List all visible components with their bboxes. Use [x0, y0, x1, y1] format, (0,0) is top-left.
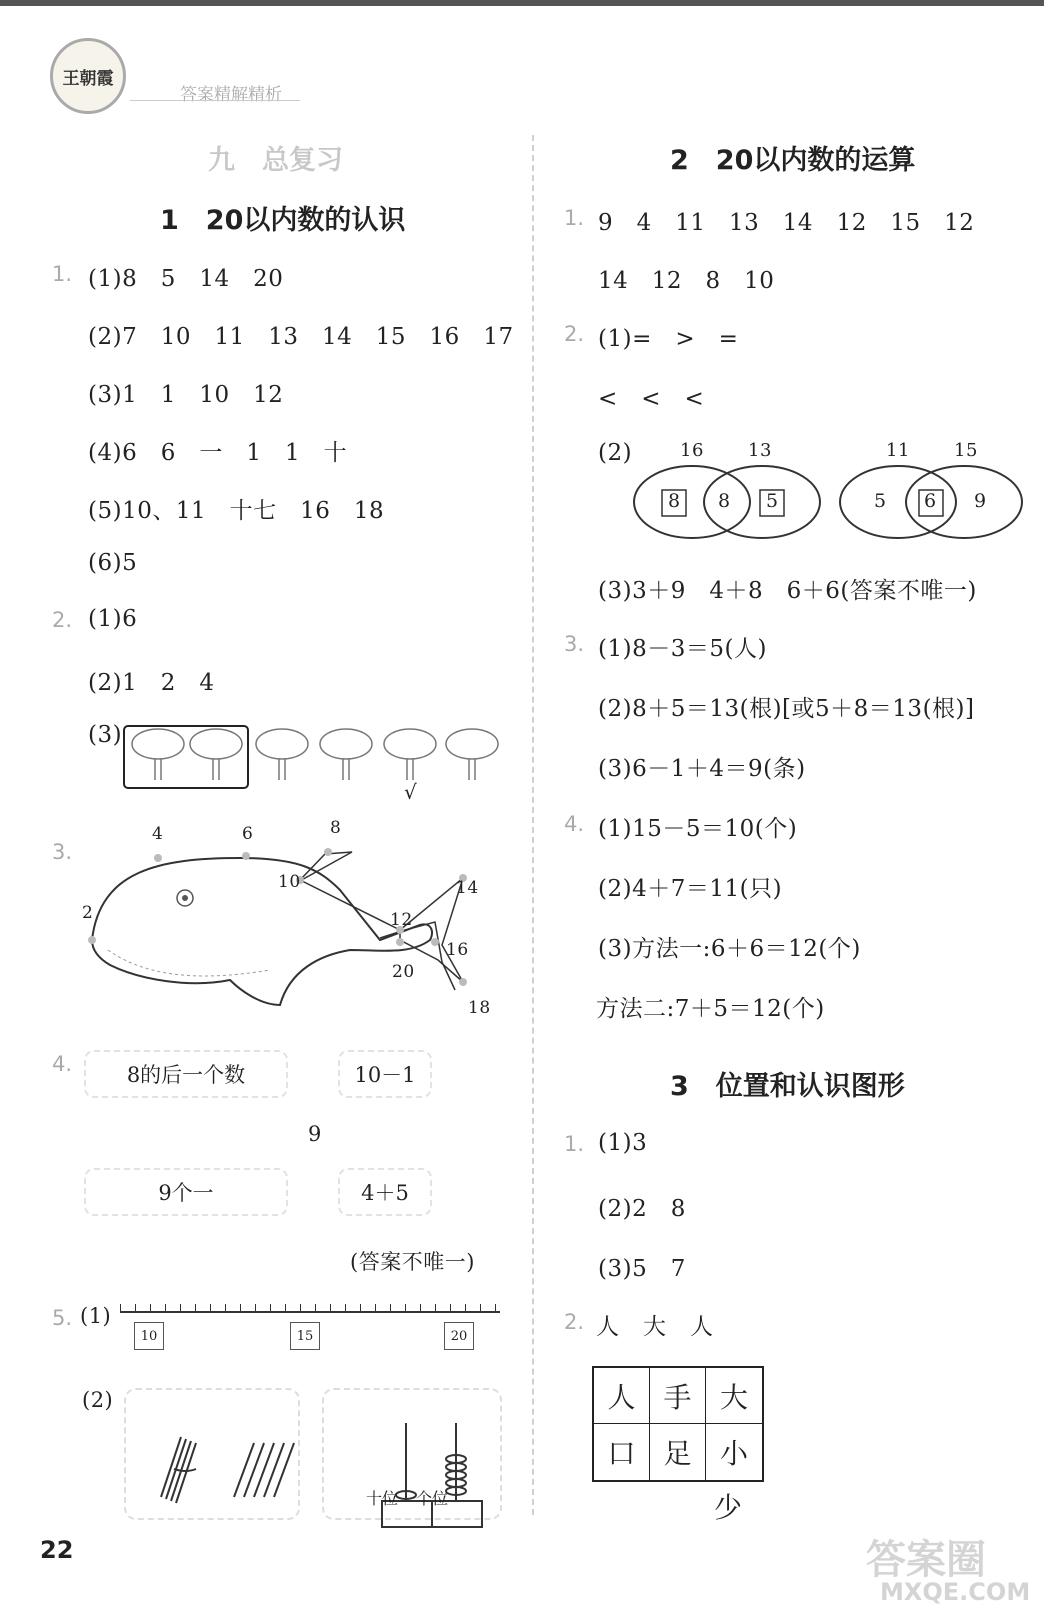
right-q4-line2: (2)4＋7＝11(只) [598, 876, 783, 902]
q5-part1-label: (1) [80, 1304, 112, 1328]
grid-cell: 人 [594, 1368, 650, 1424]
venn2-top-right: 15 [954, 440, 978, 461]
venn1-center-value: 8 [718, 490, 731, 512]
s3-q1-line2: (2)2 8 [598, 1196, 686, 1222]
right-q4-line1: (1)15－5＝10(个) [598, 816, 798, 842]
section-1-title: 1 20以内数的认识 [160, 205, 406, 236]
right-q1-line1: 9 4 11 13 14 12 15 12 [598, 210, 975, 236]
abacus-icon [344, 1409, 520, 1537]
abacus-tens-label: 十位 [366, 1489, 399, 1508]
venn1-top-left: 16 [680, 440, 704, 461]
column-divider [532, 135, 534, 1515]
section-3-title: 3 位置和认识图形 [670, 1071, 905, 1102]
grid-cell: 足 [650, 1424, 706, 1480]
venn2-top-left: 11 [886, 440, 910, 461]
abacus-ones-label: 个位 [416, 1489, 449, 1508]
top-edge-bar [0, 0, 1044, 6]
venn2-left-value: 5 [874, 490, 887, 512]
page-number: 22 [40, 1536, 74, 1564]
right-q2-part2-label: (2) [598, 440, 633, 466]
logo-badge [50, 38, 126, 114]
whale-point-8: 8 [330, 818, 342, 838]
q4-box-next-of-8: 8的后一个数 [84, 1050, 288, 1098]
whale-point-14: 14 [456, 878, 479, 898]
left-q1-line3: (3)1 1 10 12 [88, 382, 284, 408]
whale-point-18: 18 [468, 998, 491, 1018]
grid-cell: 手 [650, 1368, 706, 1424]
right-question-number-1: 1. [564, 206, 585, 230]
left-q1-line1: (1)8 5 14 20 [88, 266, 284, 292]
q4-box-10-minus-1: 10－1 [338, 1050, 432, 1098]
whale-point-4: 4 [152, 824, 164, 844]
tick-box-15 [290, 1322, 320, 1350]
left-q2-line1: (1)6 [88, 606, 138, 632]
right-s3-question-number-1: 1. [564, 1132, 585, 1156]
right-question-number-2: 2. [564, 322, 585, 346]
number-line-ticks [120, 1300, 500, 1320]
right-q3-line1: (1)8－3＝5(人) [598, 636, 767, 662]
question-number-3: 3. [52, 840, 73, 864]
left-q2-line3: (3) [88, 722, 123, 748]
left-q1-line2: (2)7 10 11 13 14 15 16 17 [88, 324, 514, 350]
right-question-number-4: 4. [564, 812, 585, 836]
tick-label-10: 10 [140, 1328, 158, 1344]
logo-text: 王朝霞 [62, 68, 114, 89]
q4-note: (答案不唯一) [350, 1250, 475, 1274]
tick-label-20: 20 [450, 1328, 468, 1344]
tick-label-15: 15 [296, 1328, 314, 1344]
q5-part2-label: (2) [82, 1388, 114, 1412]
header-subtitle: 答案精解精析 [180, 85, 282, 105]
whale-point-2: 2 [82, 903, 94, 923]
q4-box-4-plus-5: 4＋5 [338, 1168, 432, 1216]
grid-below-character: 少 [714, 1491, 743, 1524]
whale-point-6: 6 [242, 824, 254, 844]
tick-box-10 [134, 1322, 164, 1350]
right-q3-line3: (3)6－1＋4＝9(条) [598, 756, 806, 782]
question-number-5: 5. [52, 1306, 73, 1330]
whale-illustration [80, 830, 520, 1030]
chapter-title: 九 总复习 [208, 145, 343, 176]
right-q3-line2: (2)8＋5＝13(根)[或5＋8＝13(根)] [598, 696, 975, 722]
section-2-title: 2 20以内数的运算 [670, 145, 916, 176]
whale-point-12: 12 [390, 910, 413, 930]
s3-q1-line3: (3)5 7 [598, 1256, 686, 1282]
trees-illustration [120, 722, 510, 792]
left-q1-line6: (6)5 [88, 550, 138, 576]
s3-q2-line: 人 大 人 [596, 1314, 714, 1340]
grid-cell: 大 [706, 1368, 762, 1424]
venn1-right-value: 5 [766, 490, 779, 512]
q4-center-number: 9 [308, 1122, 322, 1146]
right-question-number-3: 3. [564, 632, 585, 656]
grid-cell: 小 [719, 1437, 748, 1470]
whale-point-20: 20 [392, 962, 415, 982]
character-grid [592, 1366, 764, 1482]
right-s3-question-number-2: 2. [564, 1310, 585, 1334]
right-q2-line2: < < < [598, 386, 705, 412]
abacus-box [322, 1388, 502, 1520]
tree-check-mark: √ [404, 780, 418, 804]
venn2-right-value: 9 [974, 490, 987, 512]
right-q4-line4: 方法二:7＋5＝12(个) [596, 996, 825, 1022]
watermark-logo: 答案圈 [866, 1537, 986, 1583]
whale-point-16: 16 [446, 940, 469, 960]
right-q1-line2: 14 12 8 10 [598, 268, 775, 294]
right-q2-part3: (3)3＋9 4＋8 6＋6(答案不唯一) [598, 578, 977, 604]
question-number-4: 4. [52, 1052, 73, 1076]
tick-box-20 [444, 1322, 474, 1350]
left-q1-line5: (5)10、11 十七 16 18 [88, 498, 385, 524]
question-number-2: 2. [52, 608, 73, 632]
sticks-icon [146, 1409, 318, 1537]
right-q4-line3: (3)方法一:6＋6＝12(个) [598, 936, 861, 962]
venn1-top-right: 13 [748, 440, 772, 461]
right-q2-line1: (1)= > = [598, 326, 739, 352]
question-number-1: 1. [52, 262, 73, 286]
watermark-url: MXQE.COM [880, 1578, 1031, 1606]
venn1-left-value: 8 [668, 490, 681, 512]
q4-box-nine-ones: 9个一 [84, 1168, 288, 1216]
left-q1-line4: (4)6 6 一 1 1 十 [88, 440, 348, 466]
s3-q1-line1: (1)3 [598, 1130, 648, 1156]
header-rule [130, 100, 300, 101]
whale-point-10: 10 [278, 872, 301, 892]
sticks-box [124, 1388, 300, 1520]
left-q2-line2: (2)1 2 4 [88, 670, 215, 696]
grid-cell: 口 [594, 1424, 650, 1480]
venn2-center-value: 6 [924, 490, 937, 512]
